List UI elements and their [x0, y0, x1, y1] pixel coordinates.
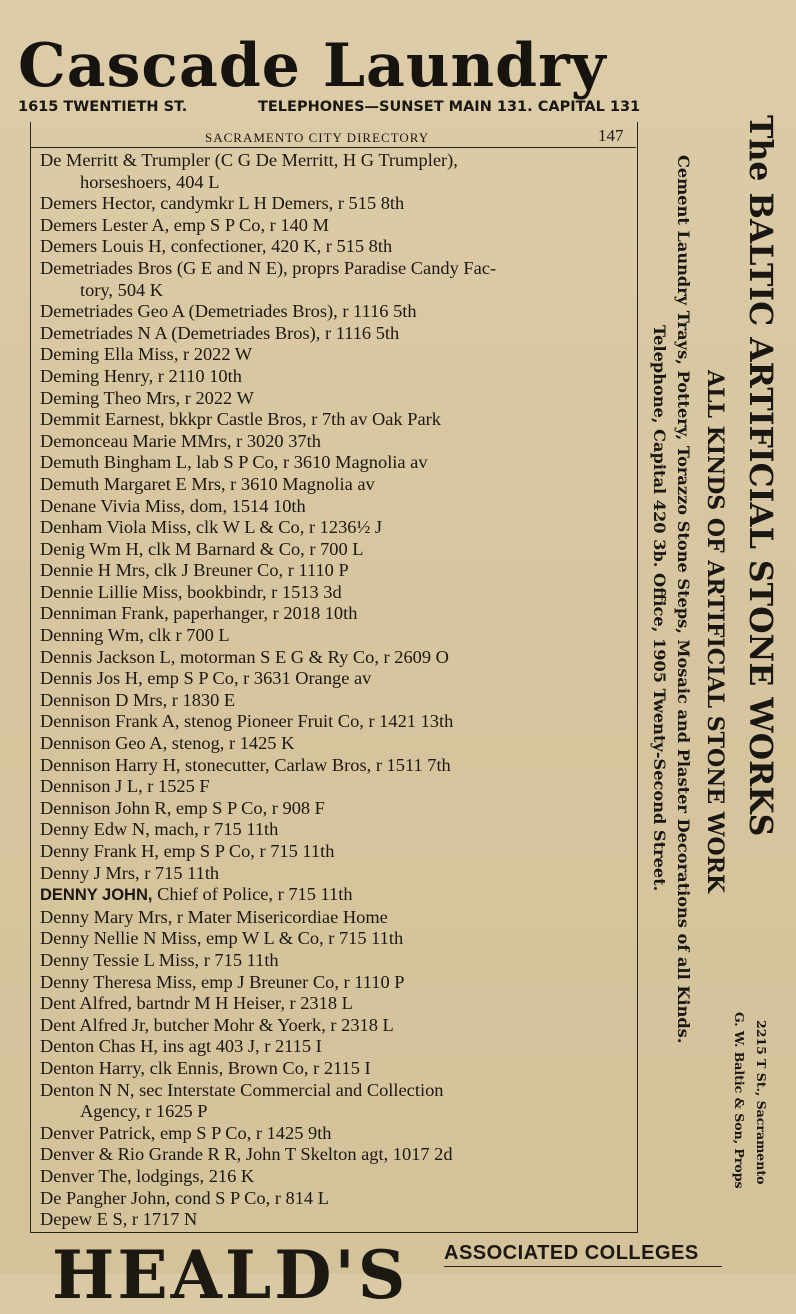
directory-entry	[40, 690, 636, 712]
directory-entry	[40, 388, 636, 410]
directory-entry	[40, 928, 636, 950]
entry-line	[40, 258, 636, 280]
directory-entry	[40, 560, 636, 582]
directory-entry	[40, 409, 636, 431]
healds-ad-name-text: HEALD'S	[52, 1236, 409, 1314]
entry-text: Denver Patrick, emp S P Co, r 1425 9th	[40, 1122, 332, 1143]
entry-line	[40, 452, 636, 474]
directory-entry	[40, 366, 636, 388]
entry-text: Demers Lester A, emp S P Co, r 140 M	[40, 214, 329, 235]
entry-text: Dennison J L, r 1525 F	[40, 776, 210, 797]
entry-line	[40, 150, 636, 172]
laundry-ad-address: 1615 TWENTIETH ST.	[18, 99, 188, 115]
directory-entry	[40, 1080, 636, 1123]
entry-text: Demmit Earnest, bkkpr Castle Bros, r 7th av Oak Park	[40, 409, 441, 430]
page-number: 147	[598, 126, 624, 145]
entry-text: Dennie Lillie Miss, bookbindr, r 1513 3d	[40, 581, 342, 602]
entry-text: Dennison John R, emp S P Co, r 908 F	[40, 797, 325, 818]
entry-line	[40, 1036, 636, 1058]
entry-line	[40, 863, 636, 885]
entry-line	[40, 972, 636, 994]
entry-line	[40, 625, 636, 647]
entry-continuation: Agency, r 1625 P	[80, 1101, 208, 1122]
entry-line	[40, 1166, 636, 1188]
entry-text: Denham Viola Miss, clk W L & Co, r 1236½ J	[40, 517, 383, 538]
directory-entry	[40, 1166, 636, 1188]
entry-line	[40, 1015, 636, 1037]
directory-entry	[40, 1036, 636, 1058]
entry-line	[40, 647, 636, 669]
directory-entry	[40, 301, 636, 323]
laundry-ad-title: Cascade Laundry	[18, 31, 607, 101]
directory-entry	[40, 539, 636, 561]
entry-text: Chief of Police, r 715 11th	[152, 884, 353, 905]
directory-entry	[40, 841, 636, 863]
entry-text: Denton Harry, clk Ennis, Brown Co, r 2115 I	[40, 1057, 371, 1078]
directory-entry	[40, 755, 636, 777]
entry-line	[40, 193, 636, 215]
directory-entry	[40, 863, 636, 885]
entry-text: Deming Theo Mrs, r 2022 W	[40, 387, 254, 408]
entry-text: Denane Vivia Miss, dom, 1514 10th	[40, 495, 306, 516]
entry-text: De Merritt & Trumpler (C G De Merritt, H G Trumpler),	[40, 150, 458, 170]
entry-text: Deming Henry, r 2110 10th	[40, 365, 242, 386]
entry-text: Denton N N, sec Interstate Commercial and Collection	[40, 1079, 444, 1100]
directory-entry	[40, 1144, 636, 1166]
directory-entry	[40, 258, 636, 301]
entry-text: Denny Edw N, mach, r 715 11th	[40, 819, 279, 840]
entry-text: Denig Wm H, clk M Barnard & Co, r 700 L	[40, 538, 364, 559]
directory-entry	[40, 431, 636, 453]
healds-ad-rule	[444, 1266, 722, 1267]
entry-text: Denny Frank H, emp S P Co, r 715 11th	[40, 841, 335, 861]
entry-text: Denniman Frank, paperhanger, r 2018 10th	[40, 603, 358, 624]
entry-line	[40, 1058, 636, 1080]
directory-entry	[40, 215, 636, 237]
entry-text: Dennis Jackson L, motorman S E G & Ry Co, r 2609 O	[40, 646, 449, 667]
entry-line	[40, 690, 636, 712]
entry-line	[40, 560, 636, 582]
entry-text: Denver The, lodgings, 216 K	[40, 1165, 255, 1186]
baltic-ad-title: The BALTIC ARTIFICIAL STONE WORKS	[742, 115, 779, 837]
entry-text: Depew E S, r 1717 N	[40, 1209, 198, 1230]
entry-line	[40, 236, 636, 258]
entry-text: Dennison D Mrs, r 1830 E	[40, 689, 236, 710]
directory-entry	[40, 668, 636, 690]
entry-line	[40, 323, 636, 345]
directory-entry	[40, 452, 636, 474]
entry-line	[40, 776, 636, 798]
healds-ad-name	[52, 1232, 432, 1314]
directory-entry	[40, 1058, 636, 1080]
entry-text: Denny Nellie N Miss, emp W L & Co, r 715 11th	[40, 928, 404, 949]
entry-continuation: horseshoers, 404 L	[80, 171, 220, 192]
entry-continuation: tory, 504 K	[80, 279, 164, 300]
entry-line	[40, 1209, 636, 1231]
entry-text: Demers Louis H, confectioner, 420 K, r 515 8th	[40, 236, 393, 257]
entry-line	[40, 798, 636, 820]
entry-text: Dennison Geo A, stenog, r 1425 K	[40, 733, 295, 754]
baltic-ad-contact: Telephone, Capital 420 3b. Office, 1905 Twenty-Second Street.	[650, 325, 669, 892]
entry-text: Demuth Margaret E Mrs, r 3610 Magnolia av	[40, 473, 375, 494]
entry-line	[40, 884, 636, 907]
entry-line	[40, 517, 636, 539]
directory-entry	[40, 150, 636, 193]
entry-text: Denny J Mrs, r 715 11th	[40, 862, 220, 883]
entry-line	[40, 366, 636, 388]
entry-line	[40, 603, 636, 625]
directory-entry	[40, 884, 636, 907]
directory-entry	[40, 474, 636, 496]
baltic-ad-proprietors: G. W. Baltic & Son, Props	[732, 1012, 747, 1189]
entry-text: Dent Alfred Jr, butcher Mohr & Yoerk, r 2318 L	[40, 1014, 394, 1035]
directory-entry	[40, 1209, 636, 1231]
directory-entry	[40, 907, 636, 929]
entry-line	[40, 928, 636, 950]
directory-entry	[40, 776, 636, 798]
entry-text: Dennison Harry H, stonecutter, Carlaw Bros, r 1511 7th	[40, 754, 451, 775]
directory-entry	[40, 517, 636, 539]
entry-text: Denny Theresa Miss, emp J Breuner Co, r 1110 P	[40, 971, 405, 992]
directory-entry	[40, 603, 636, 625]
directory-entry	[40, 582, 636, 604]
entry-line	[40, 215, 636, 237]
entry-text: Dennison Frank A, stenog Pioneer Fruit Co, r 1421 13th	[40, 711, 454, 732]
entry-text: Dennis Jos H, emp S P Co, r 3631 Orange av	[40, 668, 372, 689]
entry-line	[40, 907, 636, 929]
entry-line	[40, 582, 636, 604]
entry-line	[40, 950, 636, 972]
directory-entry	[40, 733, 636, 755]
entry-text: Dennie H Mrs, clk J Breuner Co, r 1110 P	[40, 560, 349, 581]
directory-entry	[40, 1123, 636, 1145]
directory-entry	[40, 625, 636, 647]
entry-text: Dent Alfred, bartndr M H Heiser, r 2318 L	[40, 993, 353, 1014]
directory-entry	[40, 798, 636, 820]
entry-line	[40, 301, 636, 323]
directory-entry	[40, 819, 636, 841]
baltic-ad-address: 2215 T St., Sacramento	[754, 1020, 769, 1185]
directory-entry	[40, 344, 636, 366]
directory-entry	[40, 496, 636, 518]
entry-line	[40, 819, 636, 841]
entry-line	[40, 388, 636, 410]
directory-entry	[40, 647, 636, 669]
entry-line	[40, 409, 636, 431]
entry-line	[40, 431, 636, 453]
entry-text: Demetriades N A (Demetriades Bros), r 1116 5th	[40, 322, 400, 343]
entry-line	[40, 993, 636, 1015]
directory-entry	[40, 711, 636, 733]
directory-entry	[40, 993, 636, 1015]
entry-line	[40, 733, 636, 755]
directory-entry	[40, 193, 636, 215]
directory-title: SACRAMENTO CITY DIRECTORY	[205, 130, 430, 145]
baltic-ad-subtitle: ALL KINDS OF ARTIFICIAL STONE WORK	[702, 370, 728, 894]
entry-text: Denny Tessie L Miss, r 715 11th	[40, 949, 279, 970]
directory-entry	[40, 950, 636, 972]
entry-line	[40, 755, 636, 777]
entry-line	[40, 474, 636, 496]
directory-entry	[40, 1015, 636, 1037]
entry-text: De Pangher John, cond S P Co, r 814 L	[40, 1187, 329, 1208]
laundry-ad-subline	[18, 96, 668, 118]
entry-text: Demonceau Marie MMrs, r 3020 37th	[40, 430, 321, 451]
entry-text: Demers Hector, candymkr L H Demers, r 515 8th	[40, 193, 405, 214]
entry-line	[40, 1188, 636, 1210]
entry-text: Demuth Bingham L, lab S P Co, r 3610 Magnolia av	[40, 452, 428, 473]
entry-text: Denver & Rio Grande R R, John T Skelton agt, 1017 2d	[40, 1144, 453, 1165]
entry-text: Demetriades Geo A (Demetriades Bros), r 1116 5th	[40, 301, 417, 322]
entry-line	[40, 496, 636, 518]
entry-line	[40, 711, 636, 733]
entry-name: DENNY JOHN,	[40, 886, 153, 905]
directory-entry	[40, 1188, 636, 1210]
entry-line	[40, 668, 636, 690]
entry-line	[40, 1080, 636, 1102]
laundry-ad-telephones: TELEPHONES—SUNSET MAIN 131. CAPITAL 131	[258, 99, 641, 115]
entry-text: Deming Ella Miss, r 2022 W	[40, 344, 253, 365]
entry-line	[40, 841, 636, 863]
directory-entry	[40, 972, 636, 994]
entry-text: Demetriades Bros (G E and N E), proprs Paradise Candy Fac-	[40, 257, 497, 278]
entry-line	[40, 344, 636, 366]
directory-entries	[40, 150, 636, 1231]
baltic-ad-products: Cement Laundry Trays, Pottery, Torazzo Stone Steps, Mosaic and Plaster Decorations of all Kinds.	[674, 155, 693, 1044]
entry-text: Denning Wm, clk r 700 L	[40, 625, 230, 646]
entry-line	[40, 539, 636, 561]
entry-line	[40, 1123, 636, 1145]
entry-text: Denton Chas H, ins agt 403 J, r 2115 I	[40, 1036, 322, 1057]
healds-ad-tagline: ASSOCIATED COLLEGES	[444, 1242, 699, 1264]
entry-text: Denny Mary Mrs, r Mater Misericordiae Home	[40, 906, 388, 927]
directory-entry	[40, 323, 636, 345]
directory-entry	[40, 236, 636, 258]
entry-line	[40, 1144, 636, 1166]
